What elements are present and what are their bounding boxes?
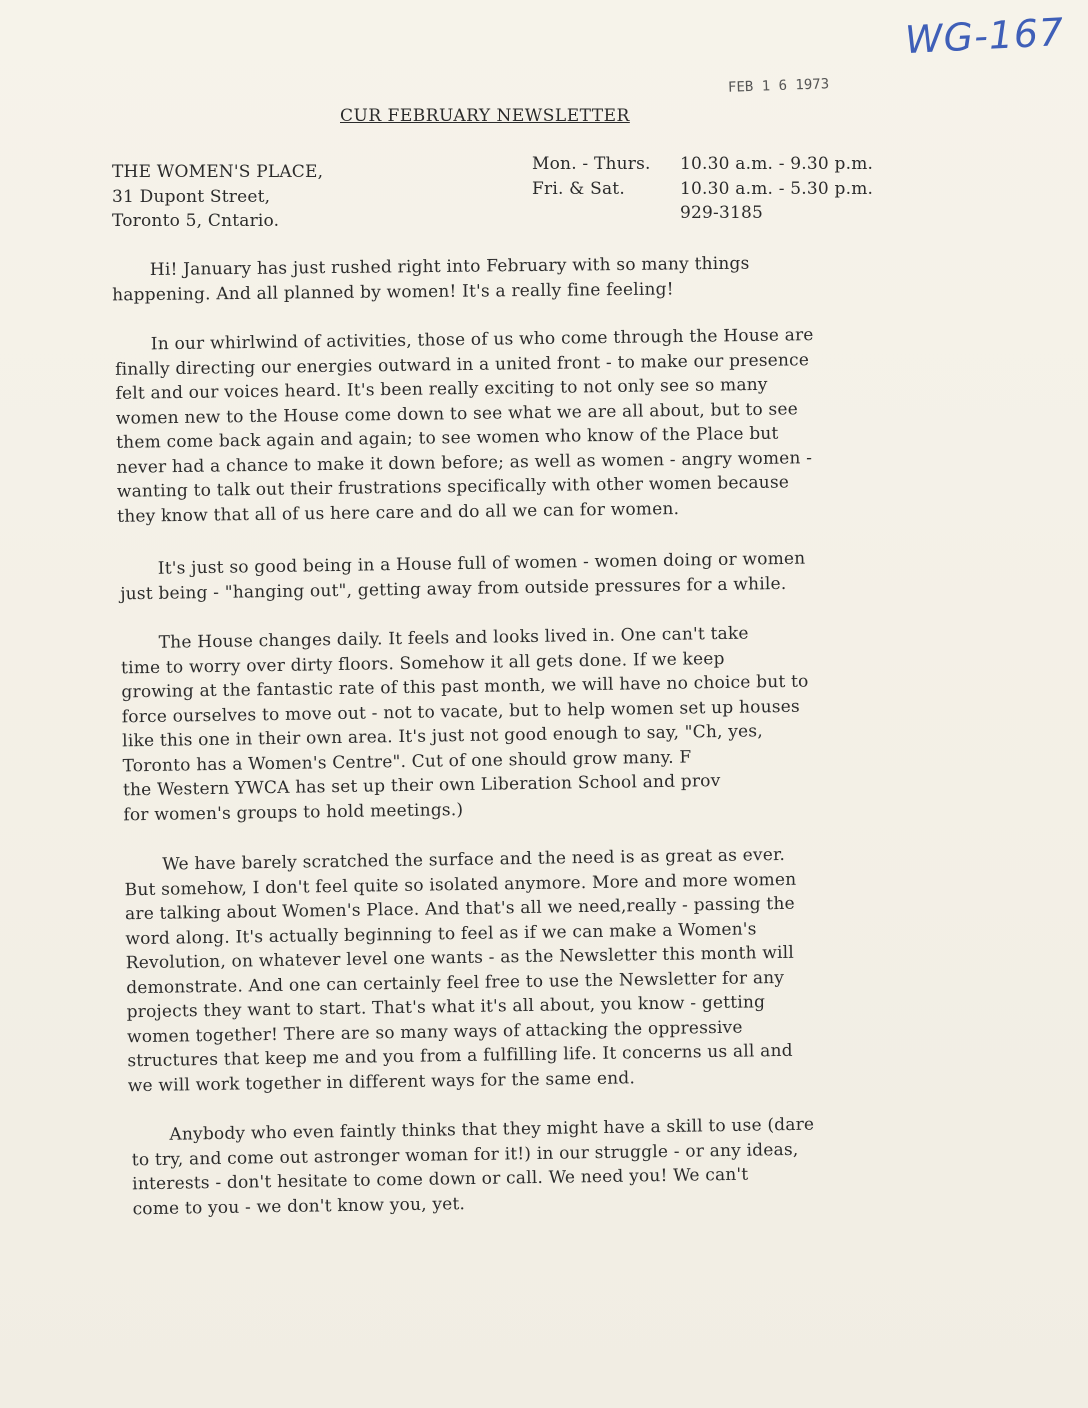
handwritten-archive-id: WG-167 xyxy=(903,9,1066,63)
text-line: In our whirlwind of activities, those of us who come through the House are xyxy=(150,325,814,355)
text-line: they know that all of us here care and do all we can for women. xyxy=(117,498,680,527)
text-line: happening. And all planned by women! It's a really fine feeling! xyxy=(112,278,674,305)
phone-number: 929-3185 xyxy=(680,203,764,223)
hours-time: 10.30 a.m. - 5.30 p.m. xyxy=(680,178,874,199)
date-stamp: FEB 1 6 1973 xyxy=(727,76,830,96)
newsletter-title: CUR FEBRUARY NEWSLETTER xyxy=(340,106,630,126)
address-line: Toronto 5, Cntario. xyxy=(112,211,280,231)
paragraph-house-of-women xyxy=(120,547,806,607)
text-line: time to worry over dirty floors. Somehow it all gets done. If we keep xyxy=(120,648,725,678)
text-line: the Western YWCA has set up their own Liberation School and prov xyxy=(122,771,721,801)
text-line: them come back again and again; to see women who know of the Place but xyxy=(116,423,779,453)
paragraph-call-to-action xyxy=(131,1113,815,1222)
hours-row xyxy=(532,177,992,202)
text-line: force ourselves to move out - not to vacate, but to help women set up houses xyxy=(121,696,801,727)
paragraph-scratched-surface xyxy=(124,843,799,1099)
text-line: growing at the fantastic rate of this past month, we will have no choice but to xyxy=(121,671,809,703)
text-line: to try, and come out astronger woman for it!) in our struggle - or any ideas, xyxy=(131,1139,799,1170)
text-line: Toronto has a Women's Centre". Cut of one should grow many. F xyxy=(122,746,692,776)
text-line: for women's groups to hold meetings.) xyxy=(123,799,464,825)
opening-hours xyxy=(532,152,992,226)
hours-days: Fri. & Sat. xyxy=(532,178,625,199)
address-line: 31 Dupont Street, xyxy=(112,186,271,207)
text-line: are talking about Women's Place. And that's all we need,really - passing the xyxy=(124,893,795,925)
text-line: projects they want to start. That's what it's all about, you know - getting xyxy=(126,992,766,1023)
text-line: We have barely scratched the surface and the need is as great as ever. xyxy=(162,844,786,875)
text-line: demonstrate. And one can certainly feel free to use the Newsletter for any xyxy=(126,967,785,998)
text-line: interests - don't hesitate to come down or call. We need you! We can't xyxy=(132,1164,749,1195)
hours-row xyxy=(532,152,992,177)
text-line: Hi! January has just rushed right into February with so many things xyxy=(149,253,750,280)
hours-time: 10.30 a.m. - 9.30 p.m. xyxy=(680,154,874,174)
text-line: finally directing our energies outward in a united front - to make our presence xyxy=(115,349,810,380)
text-line: just being - "hanging out", getting away from outside pressures for a while. xyxy=(120,573,787,604)
text-line: never had a chance to make it down before; as well as women - angry women - xyxy=(116,447,813,478)
text-line: It's just so good being in a House full of women - women doing or women xyxy=(157,548,806,579)
hours-days: Mon. - Thurs. xyxy=(532,154,651,174)
text-line: come to you - we don't know you, yet. xyxy=(132,1193,466,1219)
text-line: felt and our voices heard. It's been really exciting to not only see so many xyxy=(115,374,768,404)
text-line: women together! There are so many ways of attacking the oppressive xyxy=(126,1017,743,1047)
paragraph-intro xyxy=(112,252,750,308)
address-line: THE WOMEN'S PLACE, xyxy=(112,162,324,182)
text-line: The House changes daily. It feels and looks lived in. One can't take xyxy=(158,623,749,653)
text-line: we will work together in different ways for the same end. xyxy=(127,1067,636,1096)
text-line: wanting to talk out their frustrations specifically with other women because xyxy=(116,472,790,502)
address-block xyxy=(112,160,472,234)
text-line: word along. It's actually beginning to feel as if we can make a Women's xyxy=(125,918,757,949)
text-line: Revolution, on whatever level one wants - as the Newsletter this month will xyxy=(125,942,795,974)
paragraph-house-changes xyxy=(121,621,811,828)
text-line: like this one in their own area. It's just not good enough to say, "Ch, yes, xyxy=(122,721,764,752)
text-line: women new to the House come down to see what we are all about, but to see xyxy=(115,398,799,429)
text-line: structures that keep me and you from a fulfilling life. It concerns us all and xyxy=(127,1040,793,1072)
text-line: Anybody who even faintly thinks that they might have a skill to use (dare xyxy=(169,1114,815,1145)
paragraph-activities xyxy=(115,323,817,529)
text-line: But somehow, I don't feel quite so isolated anymore. More and more women xyxy=(124,869,797,900)
